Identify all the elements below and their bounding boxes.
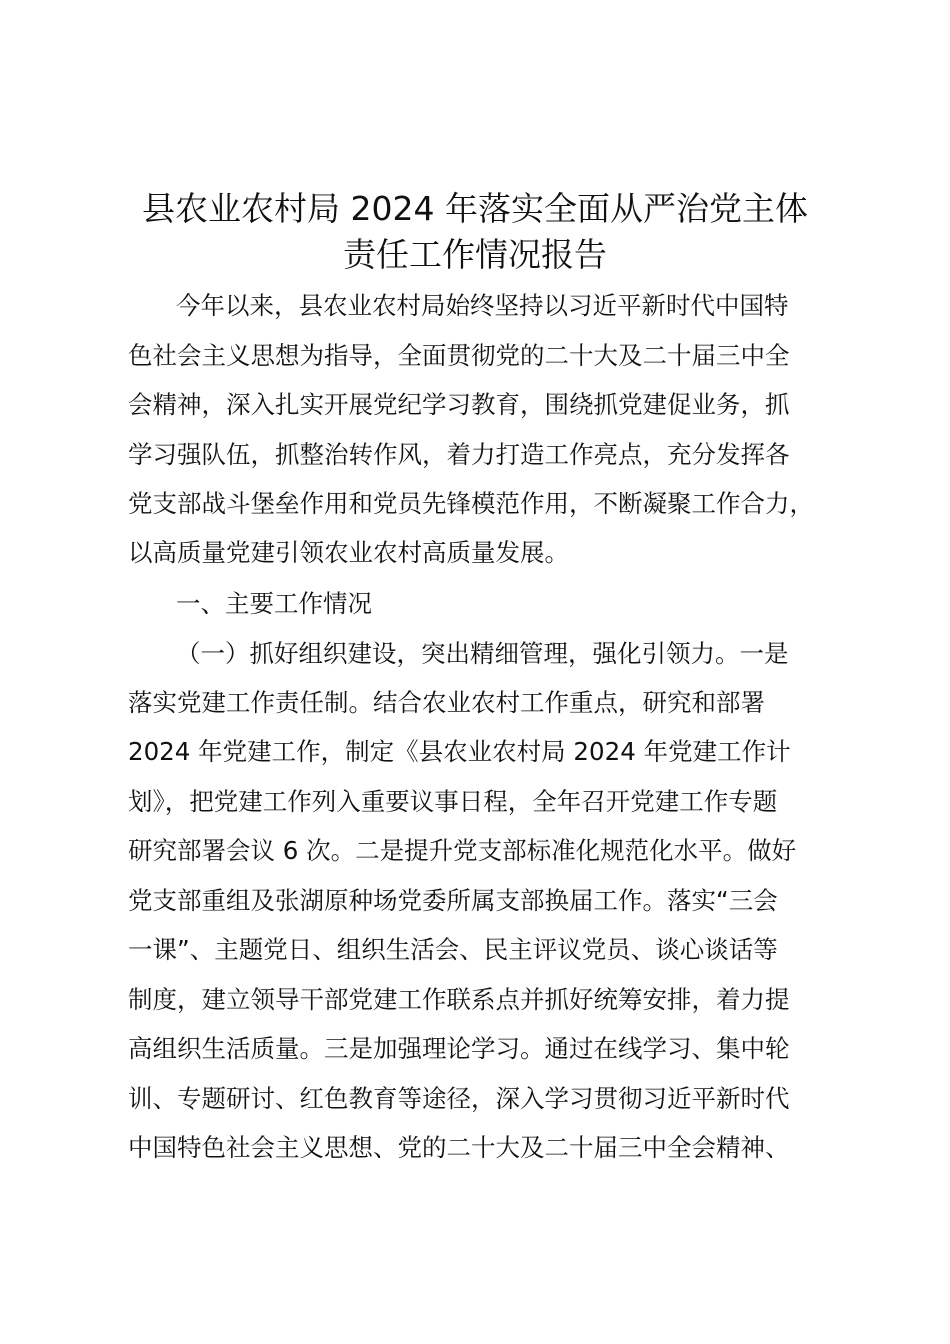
intro-line-3: 会精神，深入扎实开展党纪学习教育，围绕抓党建促业务，抓 (128, 390, 790, 419)
section-line-11: 中国特色社会主义思想、党的二十大及二十届三中全会精神、 (128, 1133, 790, 1162)
document-title-line-2: 责任工作情况报告 (343, 235, 607, 274)
document-title-line-1: 县农业农村局 2024 年落实全面从严治党主体 (142, 189, 808, 228)
intro-line-2: 色社会主义思想为指导，全面贯彻党的二十大及二十届三中全 (128, 341, 790, 370)
section-line-5: 研究部署会议 6 次。二是提升党支部标准化规范化水平。做好 (128, 836, 797, 865)
section-line-7: 一课”、主题党日、组织生活会、民主评议党员、谈心谈话等 (128, 935, 778, 964)
intro-line-6: 以高质量党建引领农业农村高质量发展。 (128, 538, 569, 567)
section-heading: 一、主要工作情况 (176, 589, 372, 618)
intro-line-1: 今年以来，县农业农村局始终坚持以习近平新时代中国特 (176, 291, 789, 320)
intro-line-5: 党支部战斗堡垒作用和党员先锋模范作用，不断凝聚工作合力， (128, 489, 814, 518)
section-line-6: 党支部重组及张湖原种场党委所属支部换届工作。落实“三会 (128, 886, 778, 915)
section-line-9: 高组织生活质量。三是加强理论学习。通过在线学习、集中轮 (128, 1034, 790, 1063)
section-line-8: 制度，建立领导干部党建工作联系点并抓好统筹安排，着力提 (128, 985, 790, 1014)
section-line-2: 落实党建工作责任制。结合农业农村工作重点，研究和部署 (128, 688, 765, 717)
intro-line-4: 学习强队伍，抓整治转作风，着力打造工作亮点，充分发挥各 (128, 440, 790, 469)
section-line-10: 训、专题研讨、红色教育等途径，深入学习贯彻习近平新时代 (128, 1084, 790, 1113)
section-line-3: 2024 年党建工作，制定《县农业农村局 2024 年党建工作计 (128, 737, 791, 766)
section-line-1: （一）抓好组织建设，突出精细管理，强化引领力。一是 (176, 639, 789, 668)
section-line-4: 划》，把党建工作列入重要议事日程，全年召开党建工作专题 (128, 787, 778, 816)
